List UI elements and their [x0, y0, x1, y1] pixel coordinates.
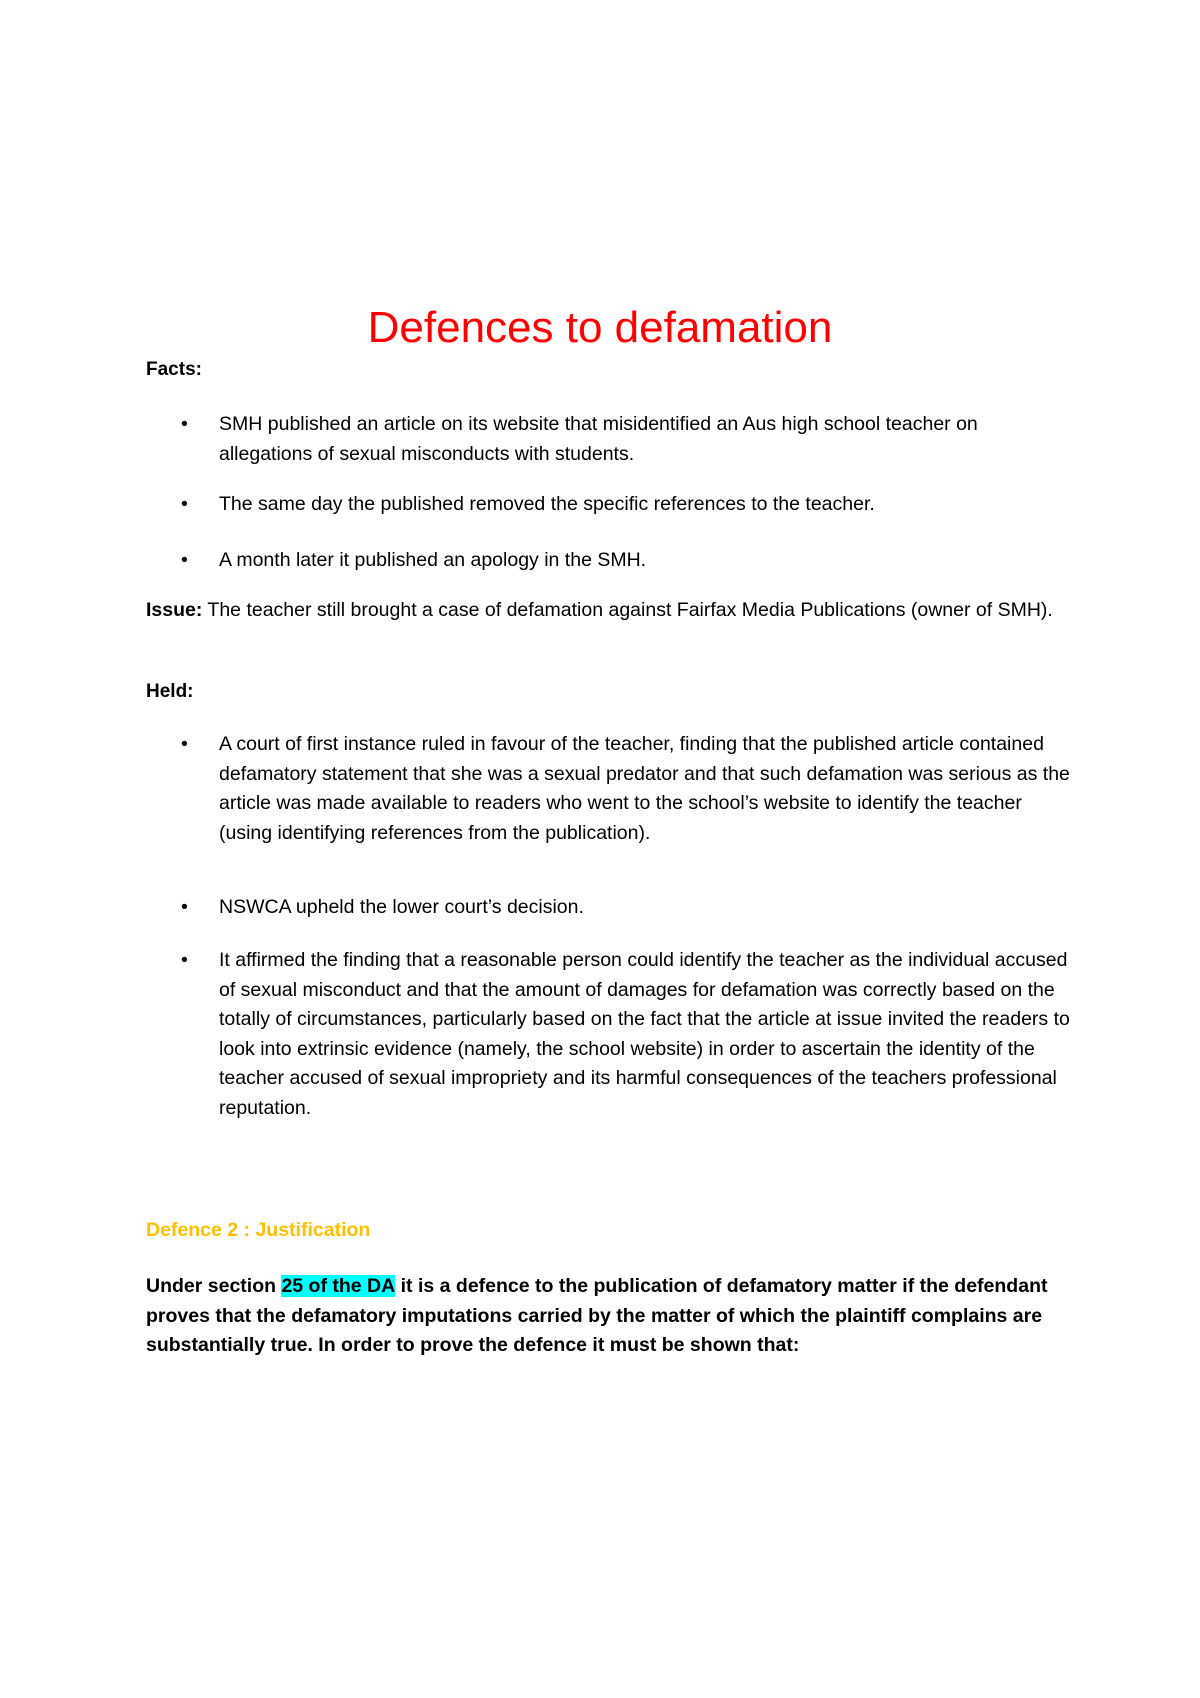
list-item [181, 410, 1071, 469]
bullet-glyph: • [181, 896, 188, 918]
defence2-text-before: Under section [146, 1275, 282, 1297]
bullet-glyph: • [181, 413, 188, 435]
highlighted-reference: 25 of the DA [281, 1275, 396, 1297]
list-item [181, 893, 1071, 923]
list-item-text: A court of first instance ruled in favour of the teacher, finding that the published article contained defamatory statement that she was a sexual predator and that such defamation was serious as the article was made available to readers who went to the school’s website to identify the teacher (using identifying references from the publication). [219, 733, 1070, 844]
list-item-text: It affirmed the finding that a reasonable person could identify the teacher as the individual accused of sexual misconduct and that the amount of damages for defamation was correctly based on the totally of circumstances, particularly based on the fact that the article at issue invited the readers to look into extrinsic evidence (namely, the school website) in order to ascertain the identity of the teacher accused of sexual impropriety and its harmful consequences of the teachers professional reputation. [219, 949, 1070, 1119]
list-item-text: NSWCA upheld the lower court’s decision. [219, 896, 584, 918]
issue-text: The teacher still brought a case of defamation against Fairfax Media Publications (owner of SMH). [202, 599, 1053, 621]
list-item [181, 490, 1071, 520]
page-title: Defences to defamation [367, 303, 833, 352]
section-heading: Defence 2 : Justification [146, 1219, 371, 1241]
list-item-text: A month later it published an apology in the SMH. [219, 549, 647, 571]
bullet-glyph: • [181, 949, 188, 971]
list-item [181, 946, 1071, 1123]
bullet-glyph: • [181, 549, 188, 571]
list-item-text: The same day the published removed the specific references to the teacher. [219, 493, 875, 515]
defence2-text-after: it is a defence to the publication of defamatory matter if the defendant proves that the defamatory imputations carried by the matter of which the plaintiff complains are substantially true. In order to prove the defence it must be shown that: [146, 1275, 1048, 1356]
issue-paragraph [146, 596, 1066, 626]
defence2-paragraph [146, 1272, 1066, 1361]
list-item [181, 730, 1071, 848]
list-item-text: SMH published an article on its website that misidentified an Aus high school teacher on allegations of sexual misconducts with students. [219, 413, 978, 465]
bullet-glyph: • [181, 733, 188, 755]
list-item [181, 546, 1071, 576]
issue-label: Issue: [146, 599, 203, 621]
facts-label: Facts: [146, 359, 202, 380]
bullet-glyph: • [181, 493, 188, 515]
held-label: Held: [146, 681, 194, 702]
